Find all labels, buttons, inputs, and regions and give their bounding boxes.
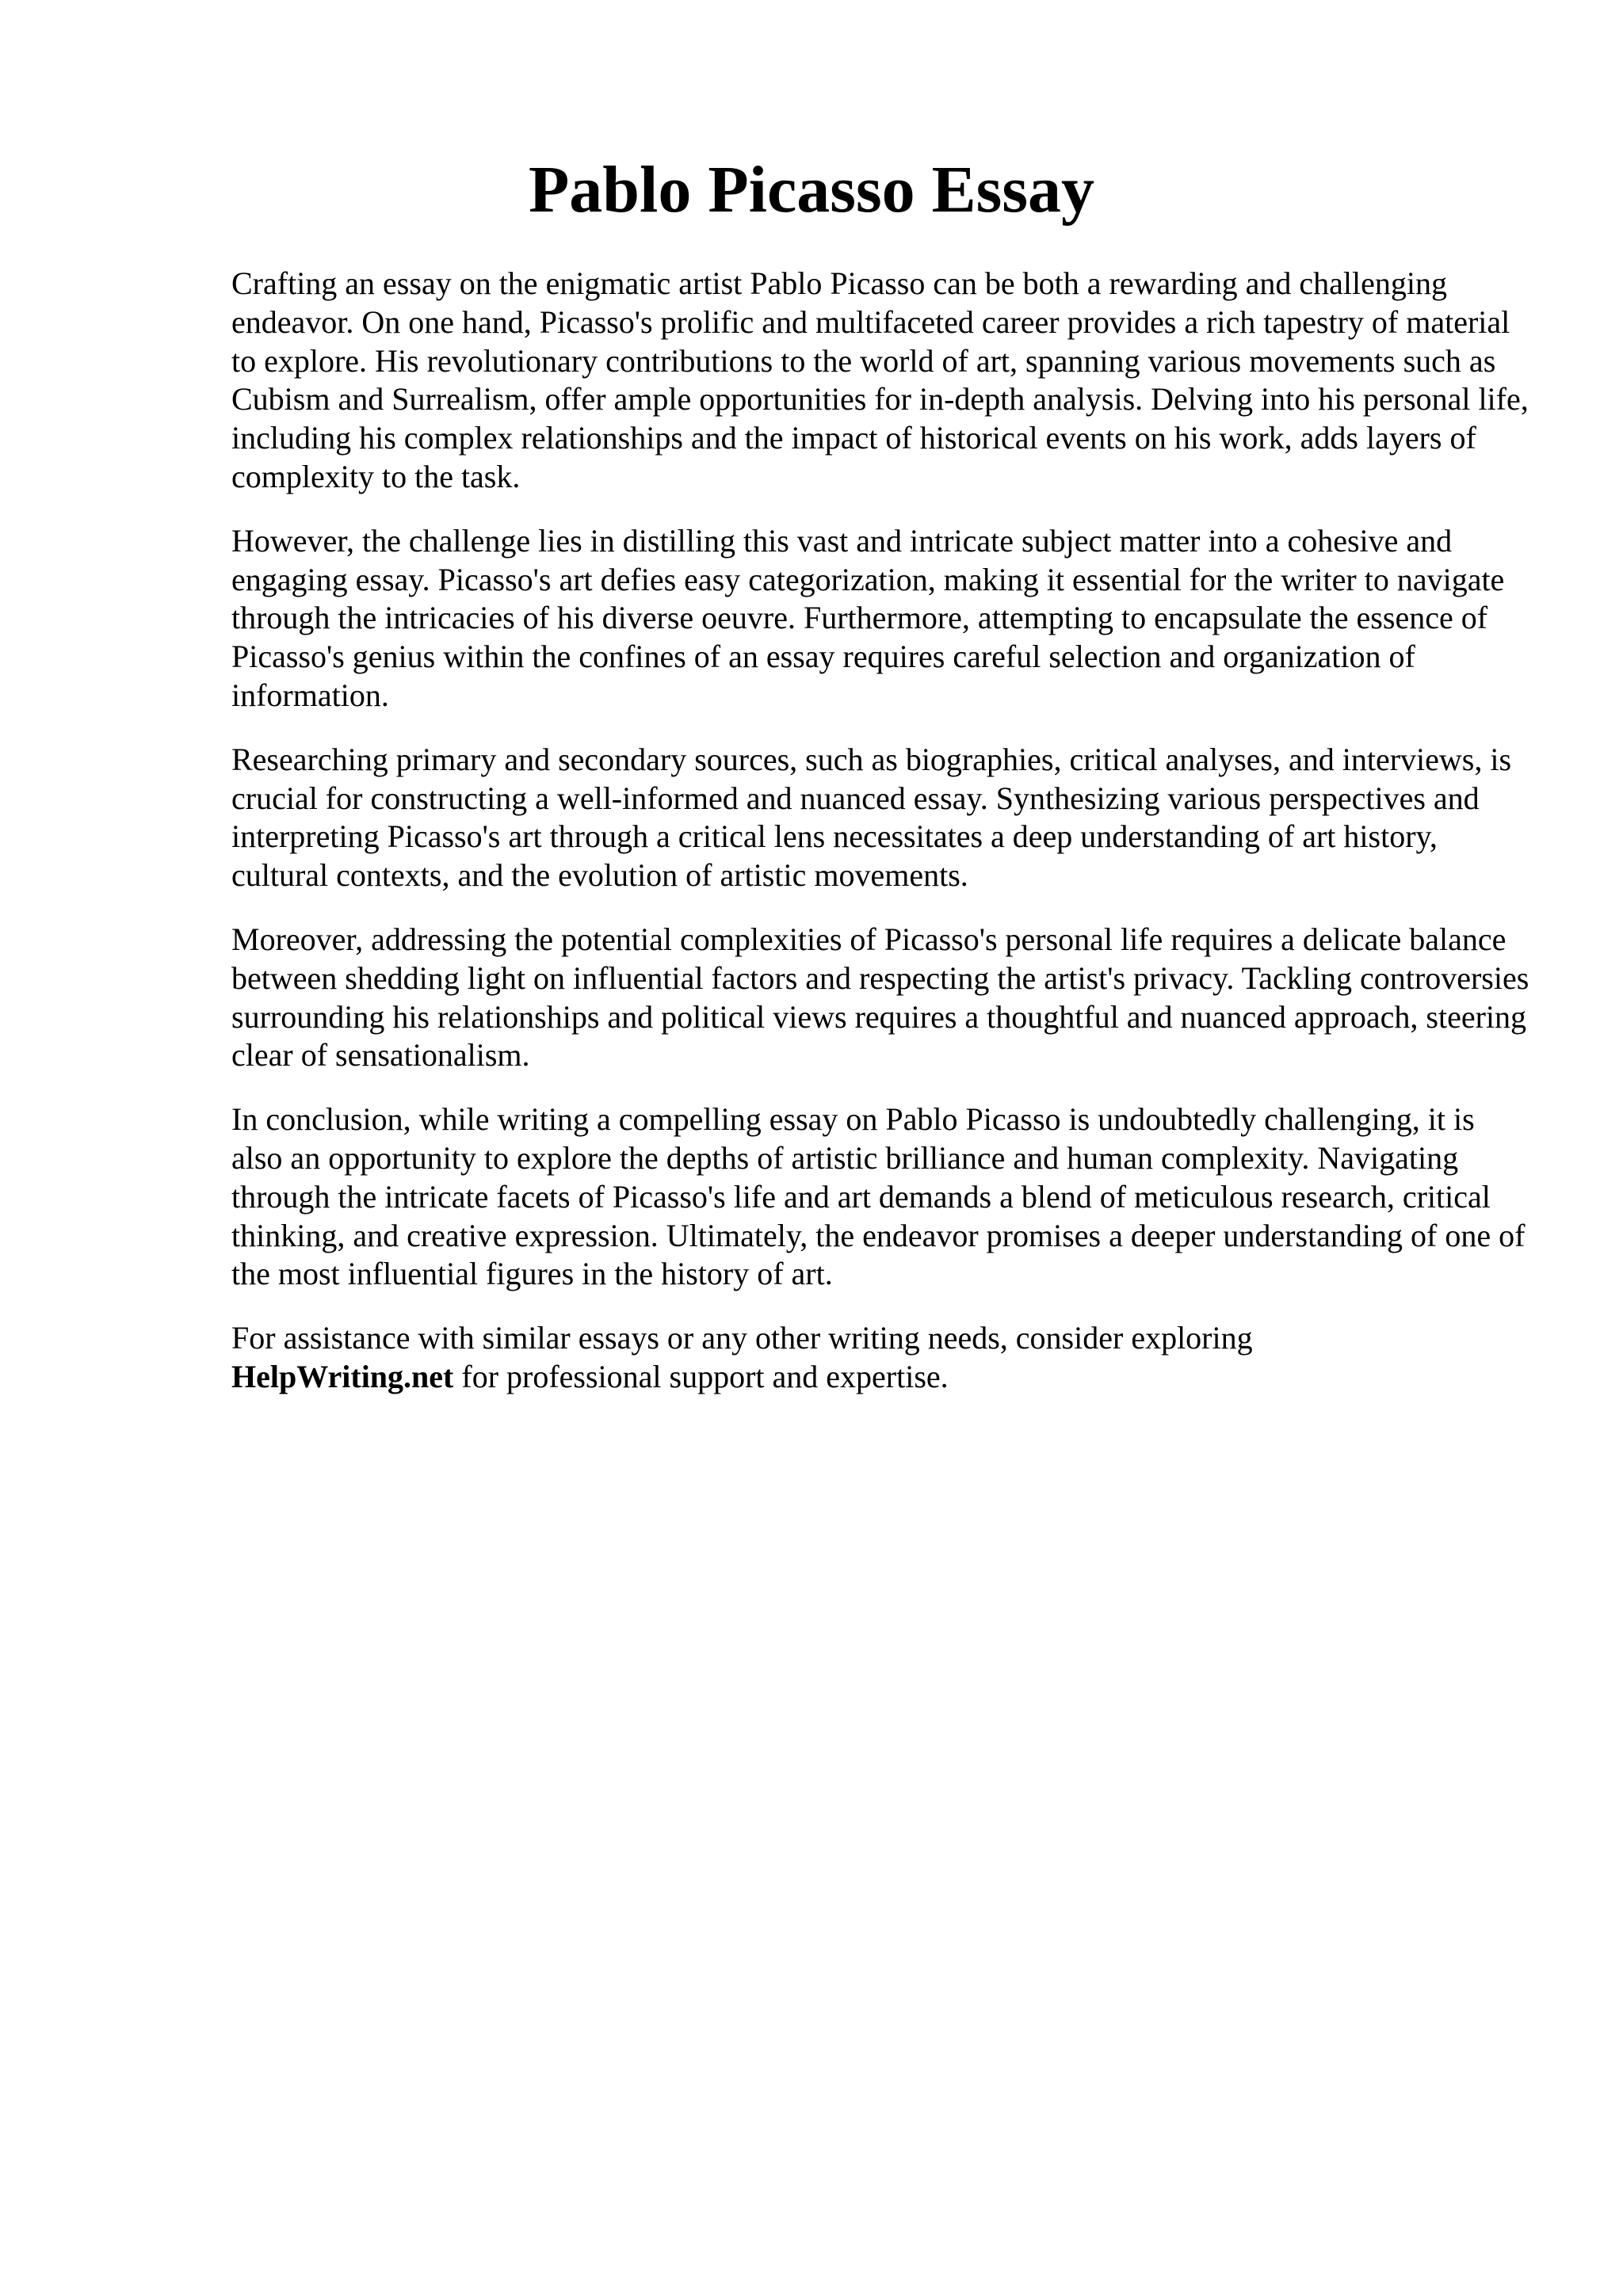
closing-paragraph [231,1319,1531,1397]
paragraph-1: Crafting an essay on the enigmatic artist Pablo Picasso can be both a rewarding and challenging endeavor. On one hand, Picasso's prolific and multifaceted career provides a rich tapestry of material to explore. His revolutionary contributions to the world of art, spanning various movements such as Cubism and Surrealism, offer ample opportunities for in-depth analysis. Delving into his personal life, including his complex relationships and the impact of historical events on his work, adds layers of complexity to the task. [231,265,1529,494]
helpwriting-link[interactable]: HelpWriting.net [231,1358,454,1394]
closing-intro: For assistance with similar essays or any other writing needs, consider exploring [231,1320,1253,1356]
paragraph-5: In conclusion, while writing a compelling essay on Pablo Picasso is undoubtedly challenging, it is also an opportunity to explore the depths of artistic brilliance and human complexity. Navigating through the intricate facets of Picasso's life and art demands a blend of meticulous research, critical thinking, and creative expression. Ultimately, the endeavor promises a deeper understanding of one of the most influential figures in the history of art. [231,1101,1526,1292]
paragraph-2: However, the challenge lies in distilling this vast and intricate subject matter into a cohesive and engaging essay. Picasso's art defies easy categorization, making it essential for the writer to navigate through the intricacies of his diverse oeuvre. Furthermore, attempting to encapsulate the essence of Picasso's genius within the confines of an essay requires careful selection and organization of information. [231,522,1505,713]
document-title: Pablo Picasso Essay [528,153,1095,227]
paragraph-3: Researching primary and secondary sources, such as biographies, critical analyses, and interviews, is crucial for constructing a well-informed and nuanced essay. Synthesizing various perspectives and interpreting Picasso's art through a critical lens necessitates a deep understanding of art history, cultural contexts, and the evolution of artistic movements. [231,741,1512,894]
paragraph-4: Moreover, addressing the potential complexities of Picasso's personal life requires a delicate balance between shedding light on influential factors and respecting the artist's privacy. Tackling controversies surrounding his relationships and political views requires a thoughtful and nuanced approach, steering clear of sensationalism. [231,921,1529,1074]
closing-outro: for professional support and expertise. [453,1358,949,1394]
document-body [231,265,1531,1422]
